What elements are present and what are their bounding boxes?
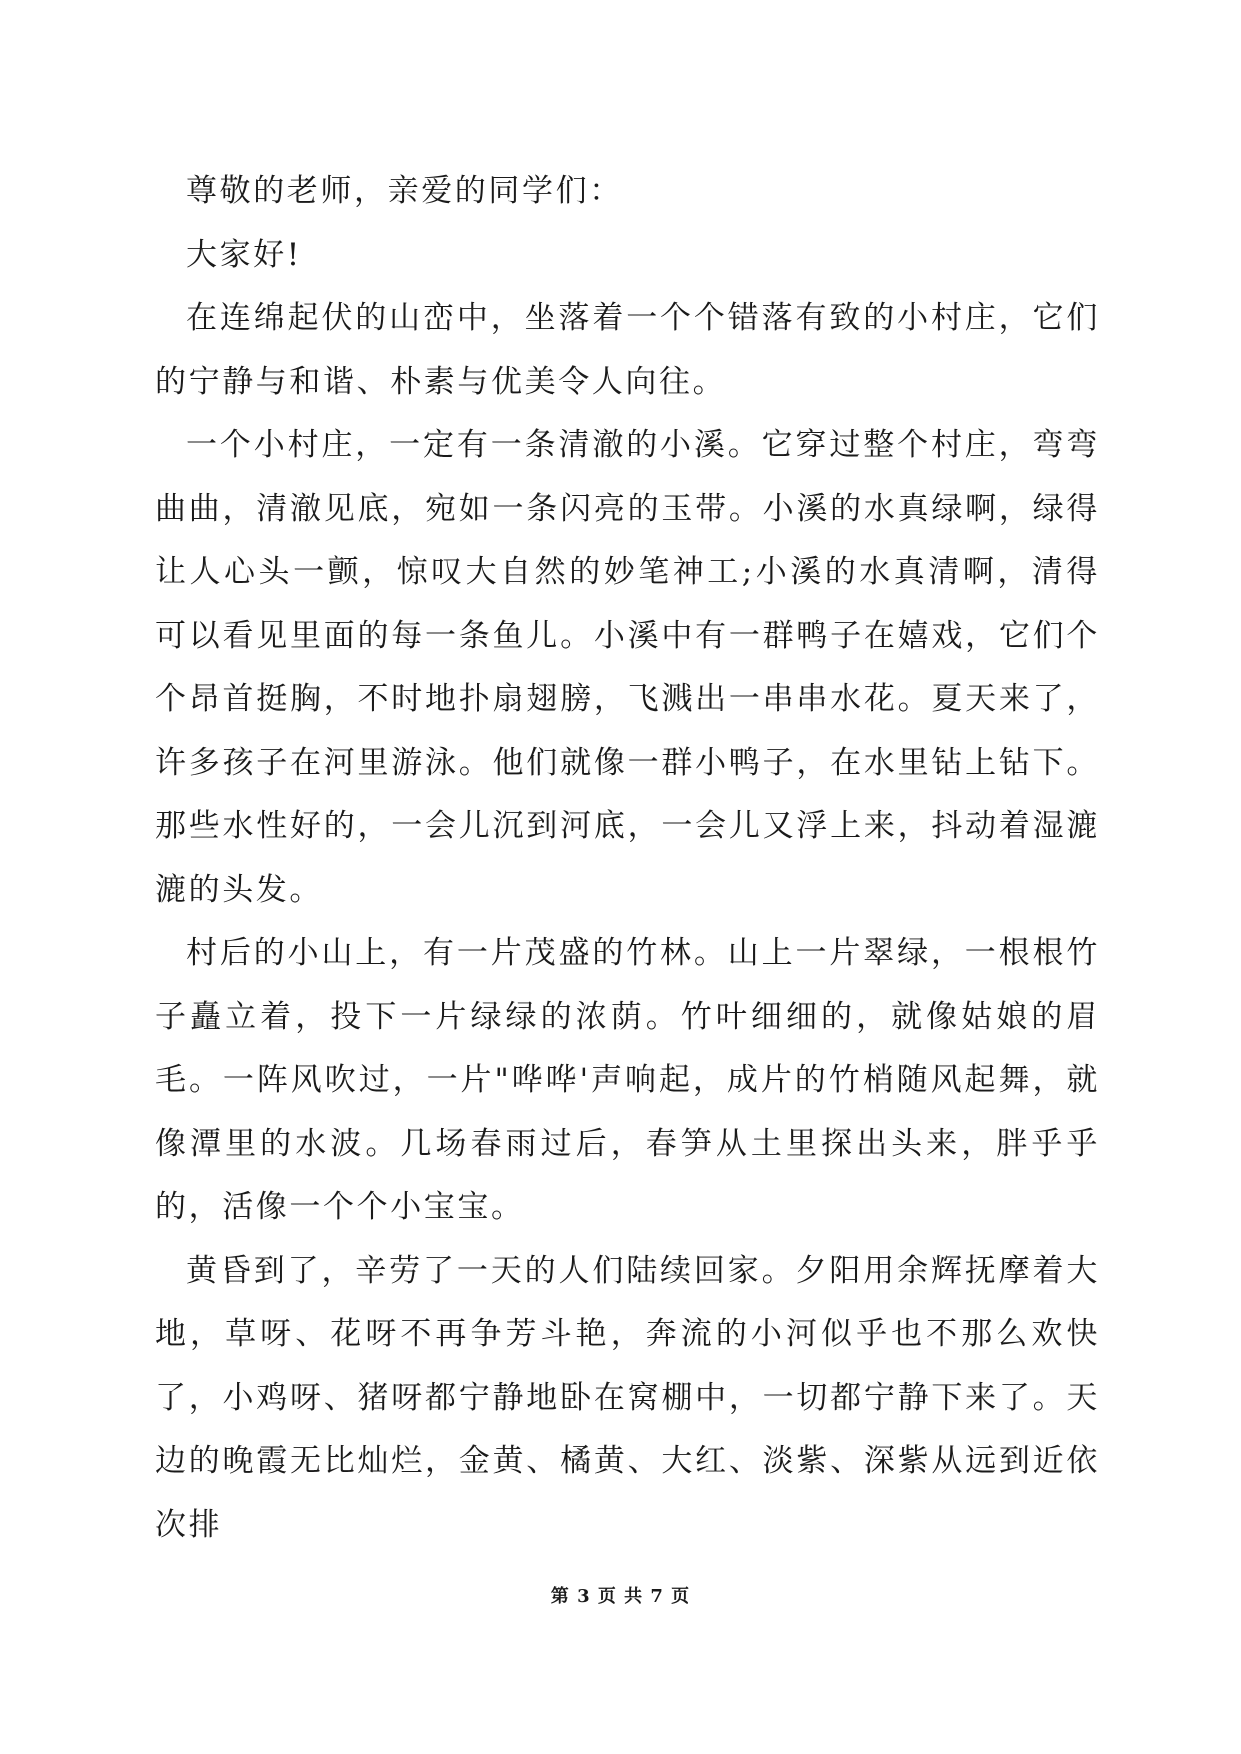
bamboo-paragraph: 村后的小山上，有一片茂盛的竹林。山上一片翠绿，一根根竹子矗立着，投下一片绿绿的浓荫。竹叶细细的，就像姑娘的眉毛。一阵风吹过，一片"哗哗'声响起，成片的竹梢随风起舞，就像潭里的水波。几场春雨过后，春笋从土里探出头来，胖乎乎的，活像一个个小宝宝。	[155, 935, 1100, 1225]
document-body	[155, 160, 1100, 1557]
stream-paragraph: 一个小村庄，一定有一条清澈的小溪。它穿过整个村庄，弯弯曲曲，清澈见底，宛如一条闪亮的玉带。小溪的水真绿啊，绿得让人心头一颤，惊叹大自然的妙笔神工;小溪的水真清啊，清得可以看见里面的每一条鱼儿。小溪中有一群鸭子在嬉戏，它们个个昂首挺胸，不时地扑扇翅膀，飞溅出一串串水花。夏天来了，许多孩子在河里游泳。他们就像一群小鸭子，在水里钻上钻下。那些水性好的，一会儿沉到河底，一会儿又浮上来，抖动着湿漉漉的头发。	[155, 427, 1100, 908]
dusk-paragraph: 黄昏到了，辛劳了一天的人们陆续回家。夕阳用余辉抚摩着大地，草呀、花呀不再争芳斗艳，奔流的小河似乎也不那么欢快了，小鸡呀、猪呀都宁静地卧在窝棚中，一切都宁静下来了。天边的晚霞无比灿烂，金黄、橘黄、大红、淡紫、深紫从远到近依次排	[155, 1252, 1100, 1543]
intro-paragraph: 在连绵起伏的山峦中，坐落着一个个错落有致的小村庄，它们的宁静与和谐、朴素与优美令人向往。	[155, 300, 1100, 400]
page-number-footer: 第 3 页 共 7 页	[550, 1586, 691, 1607]
greeting-paragraph: 尊敬的老师，亲爱的同学们：	[186, 173, 623, 209]
salutation-paragraph: 大家好!	[186, 236, 302, 273]
